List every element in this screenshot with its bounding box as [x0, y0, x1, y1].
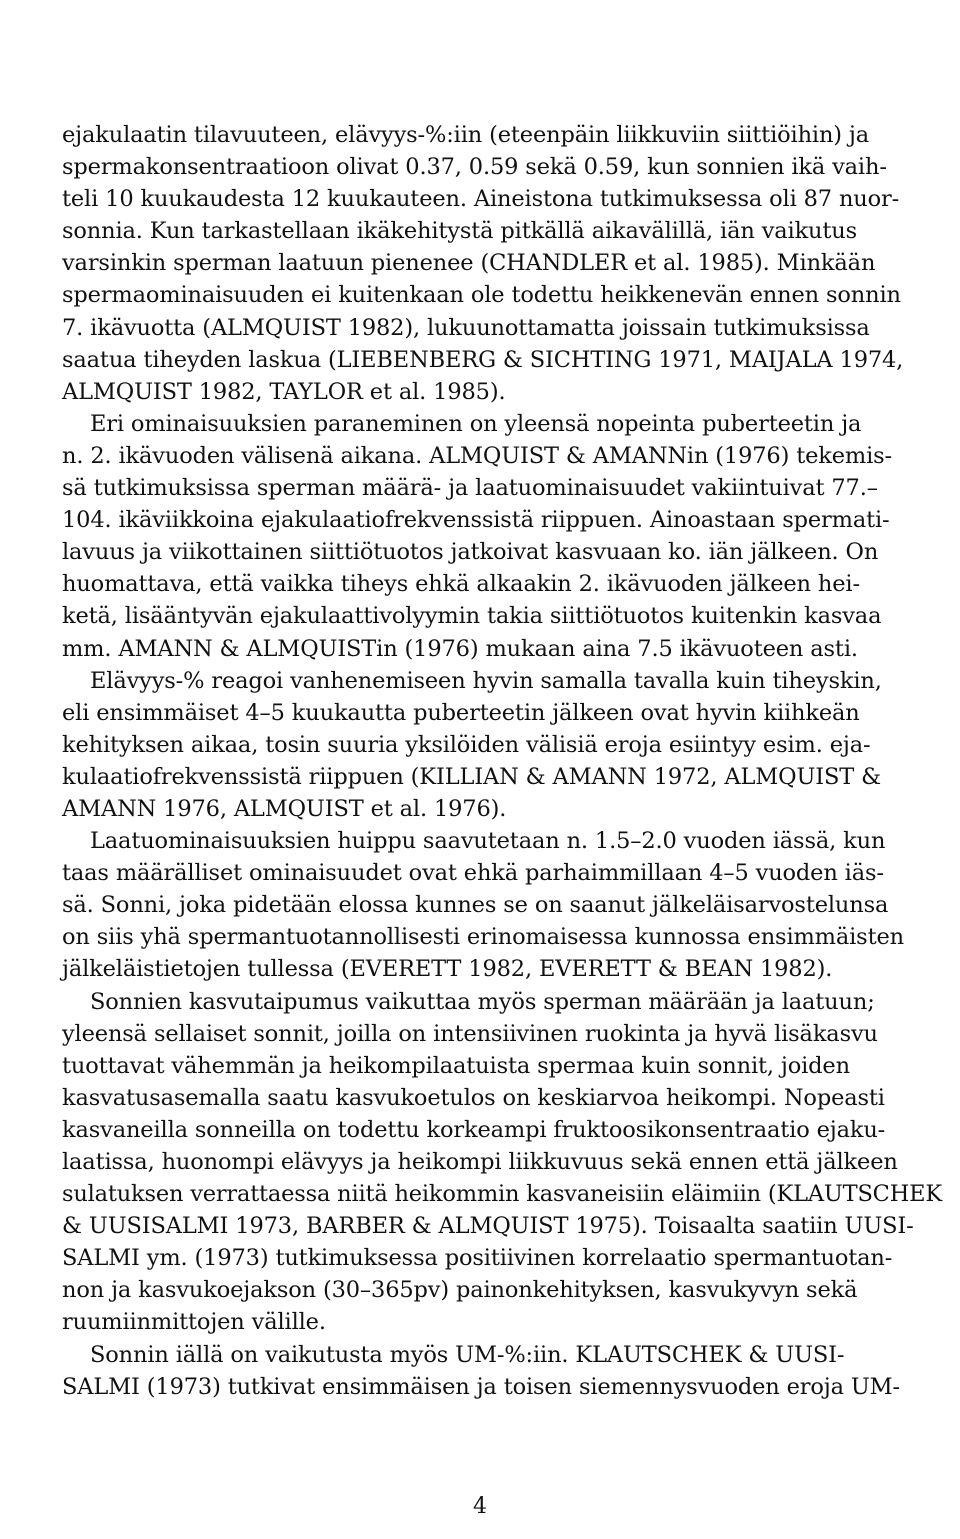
- text-line: 7. ikävuotta (ALMQUIST 1982), lukuunottamatta joissain tutkimuksissa: [62, 314, 870, 341]
- text-line: eli ensimmäiset 4–5 kuukautta puberteetin jälkeen ovat hyvin kiihkeän: [62, 699, 860, 726]
- paragraph-first-line: Sonnien kasvutaipumus vaikuttaa myös sperman määrään ja laatuun;: [90, 988, 875, 1015]
- text-line: SALMI ym. (1973) tutkimuksessa positiivinen korrelaatio spermantuotan-: [62, 1245, 893, 1272]
- text-line: jälkeläistietojen tullessa (EVERETT 1982, EVERETT & BEAN 1982).: [62, 956, 833, 983]
- text-line: laatissa, huonompi elävyys ja heikompi liikkuvuus sekä ennen että jälkeen: [62, 1149, 898, 1175]
- text-line: & UUSISALMI 1973, BARBER & ALMQUIST 1975). Toisaalta saatiin UUSI-: [62, 1213, 914, 1240]
- text-line: huomattava, että vaikka tiheys ehkä alkaakin 2. ikävuoden jälkeen hei-: [62, 571, 860, 598]
- page-number: 4: [473, 1494, 487, 1519]
- text-line: kehityksen aikaa, tosin suuria yksilöiden välisiä eroja esiintyy esim. eja-: [62, 731, 871, 758]
- text-line: spermaominaisuuden ei kuitenkaan ole todettu heikkenevän ennen sonnin: [62, 282, 901, 309]
- text-line: SALMI (1973) tutkivat ensimmäisen ja toisen siemennysvuoden eroja UM-: [62, 1373, 901, 1400]
- paragraph-first-line: Laatuominaisuuksien huippu saavutetaan n. 1.5–2.0 vuoden iässä, kun: [90, 828, 886, 855]
- text-line: tuottavat vähemmän ja heikompilaatuista spermaa kuin sonnit, joiden: [62, 1052, 850, 1079]
- text-line: lavuus ja viikottainen siittiötuotos jatkoivat kasvuaan ko. iän jälkeen. On: [62, 539, 879, 566]
- text-line: 104. ikäviikkoina ejakulaatiofrekvenssistä riippuen. Ainoastaan spermati-: [62, 507, 890, 534]
- text-line: ALMQUIST 1982, TAYLOR et al. 1985).: [62, 378, 506, 405]
- text-line: ruumiinmittojen välille.: [62, 1309, 326, 1336]
- text-line: teli 10 kuukaudesta 12 kuukauteen. Aineistona tutkimuksessa oli 87 nuor-: [62, 186, 900, 213]
- text-line: varsinkin sperman laatuun pienenee (CHANDLER et al. 1985). Minkään: [62, 250, 876, 277]
- text-line: saatua tiheyden laskua (LIEBENBERG & SICHTING 1971, MAIJALA 1974,: [62, 346, 904, 373]
- text-line: AMANN 1976, ALMQUIST et al. 1976).: [62, 795, 507, 822]
- text-line: sonnia. Kun tarkastellaan ikäkehitystä pitkällä aikavälillä, iän vaikutus: [62, 218, 858, 245]
- text-line: mm. AMANN & ALMQUISTin (1976) mukaan aina 7.5 ikävuoteen asti.: [62, 635, 858, 662]
- paragraph-first-line: Sonnin iällä on vaikutusta myös UM-%:iin. KLAUTSCHEK & UUSI-: [90, 1341, 845, 1368]
- text-line: sä. Sonni, joka pidetään elossa kunnes se on saanut jälkeläisarvostelunsa: [62, 892, 889, 919]
- text-line: taas määrälliset ominaisuudet ovat ehkä parhaimmillaan 4–5 vuoden iäs-: [62, 860, 884, 887]
- text-line: spermakonsentraatioon olivat 0.37, 0.59 sekä 0.59, kun sonnien ikä vaih-: [62, 154, 887, 181]
- text-line: on siis yhä spermantuotannollisesti erinomaisessa kunnossa ensimmäisten: [62, 924, 904, 951]
- text-line: n. 2. ikävuoden välisenä aikana. ALMQUIST & AMANNin (1976) tekemis-: [62, 442, 893, 469]
- text-line: ejakulaatin tilavuuteen, elävyys-%:iin (eteenpäin liikkuviin siittiöihin) ja: [62, 122, 870, 148]
- text-line: ketä, lisääntyvän ejakulaattivolyymin takia siittiötuotos kuitenkin kasvaa: [62, 603, 882, 630]
- text-line: sä tutkimuksissa sperman määrä- ja laatuominaisuudet vakiintuivat 77.–: [62, 475, 878, 502]
- text-line: kasvaneilla sonneilla on todettu korkeampi fruktoosikonsentraatio ejaku-: [62, 1116, 886, 1143]
- text-line: non ja kasvukoejakson (30–365pv) painonkehityksen, kasvukyvyn sekä: [62, 1277, 858, 1304]
- text-line: kasvatusasemalla saatu kasvukoetulos on keskiarvoa heikompi. Nopeasti: [62, 1084, 885, 1111]
- paragraph-first-line: Elävyys-% reagoi vanhenemiseen hyvin samalla tavalla kuin tiheyskin,: [90, 667, 882, 694]
- body-text: [62, 119, 942, 1403]
- text-line: kulaatiofrekvenssistä riippuen (KILLIAN & AMANN 1972, ALMQUIST &: [62, 763, 882, 790]
- text-line: sulatuksen verrattaessa niitä heikommin kasvaneisiin eläimiin (KLAUTSCHEK: [62, 1181, 942, 1208]
- paragraph-first-line: Eri ominaisuuksien paraneminen on yleensä nopeinta puberteetin ja: [90, 410, 862, 437]
- text-line: yleensä sellaiset sonnit, joilla on intensiivinen ruokinta ja hyvä lisäkasvu: [62, 1020, 878, 1047]
